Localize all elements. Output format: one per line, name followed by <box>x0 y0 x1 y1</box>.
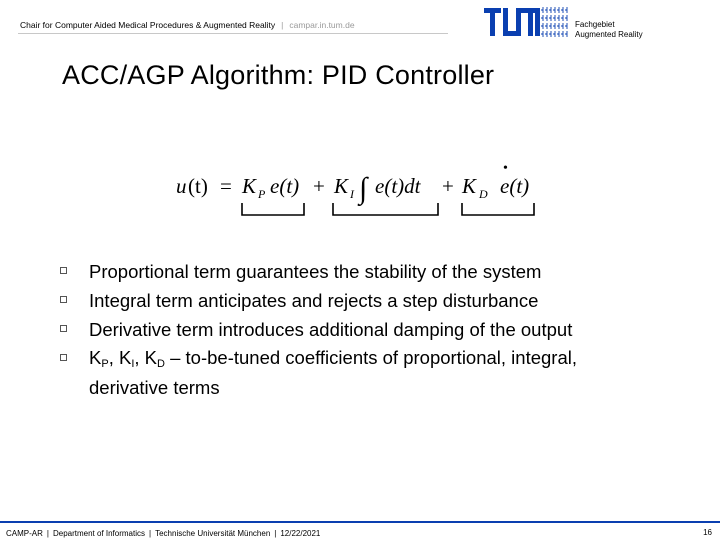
formula-plus-2: + <box>442 174 454 198</box>
formula-p-sub: P <box>258 187 266 201</box>
formula-plus-1: + <box>313 174 325 198</box>
bullet-marker-icon <box>60 296 67 303</box>
formula-kd: K <box>462 174 477 198</box>
formula-equals: = <box>220 174 232 198</box>
bracket-proportional <box>242 203 304 215</box>
page-number: 16 <box>703 528 712 537</box>
footer-sep: | <box>46 529 49 538</box>
header-chair-line <box>20 20 355 30</box>
bullet-marker-icon <box>60 267 67 274</box>
formula-ki: K <box>334 174 349 198</box>
bullet-text: Integral term anticipates and rejects a step disturbance <box>89 290 539 311</box>
formula-brackets <box>242 203 534 215</box>
tree-pattern-icon <box>541 5 569 39</box>
bullet-text: Proportional term guarantees the stability of the system <box>89 261 542 282</box>
footer-univ: Technische Universität München <box>155 529 271 538</box>
kp-sub: P <box>101 358 109 370</box>
dept-line-1: Fachgebiet <box>575 20 615 29</box>
kd-symbol: , K <box>134 347 157 368</box>
ki-sub: I <box>131 358 135 370</box>
footer-org: CAMP-AR <box>6 529 43 538</box>
formula-kp: K <box>242 174 257 198</box>
footer-date: 12/22/2021 <box>280 529 321 538</box>
bracket-derivative <box>462 203 534 215</box>
footer-dept: Department of Informatics <box>52 529 146 538</box>
header-separator: | <box>281 20 284 30</box>
bullet-marker-icon <box>60 325 67 332</box>
formula-e2: e(t)dt <box>375 174 421 198</box>
footer-sep: | <box>274 529 277 538</box>
ki-symbol: , K <box>108 347 132 368</box>
slide-title: ACC/AGP Algorithm: PID Controller <box>62 60 495 90</box>
formula-i-sub: I <box>350 187 354 201</box>
bullet-list <box>60 257 660 400</box>
tum-logo-icon <box>484 8 540 36</box>
bullet-marker-icon <box>60 354 67 361</box>
list-item <box>60 346 660 400</box>
formula-u: u <box>176 174 187 198</box>
formula-t: (t) <box>188 174 208 198</box>
formula-derivative-dot: • <box>503 161 508 176</box>
formula-d-sub: D <box>479 187 488 201</box>
kp-symbol: K <box>89 347 102 368</box>
list-item <box>60 286 660 315</box>
kd-sub: D <box>157 358 165 370</box>
formula-e3: e(t) <box>500 174 530 198</box>
bracket-integral <box>333 203 438 215</box>
list-item <box>60 315 660 344</box>
footer-info <box>6 529 320 538</box>
header-divider <box>18 33 448 34</box>
bullet-text: Derivative term introduces additional damping of the output <box>89 319 573 340</box>
pid-formula <box>170 160 550 220</box>
list-item <box>60 257 660 286</box>
chair-name: Chair for Computer Aided Medical Procedures & Augmented Reality <box>20 20 276 30</box>
formula-integral: ∫ <box>359 172 368 205</box>
footer-divider <box>0 521 720 523</box>
dept-line-2: Augmented Reality <box>575 30 643 39</box>
header-url-link[interactable]: campar.in.tum.de <box>289 20 355 30</box>
formula-e1: e(t) <box>270 174 300 198</box>
department-label <box>575 20 643 40</box>
footer-sep: | <box>149 529 152 538</box>
bullet-text: – to-be-tuned coefficients of proportional, integral, derivative terms <box>89 347 578 398</box>
